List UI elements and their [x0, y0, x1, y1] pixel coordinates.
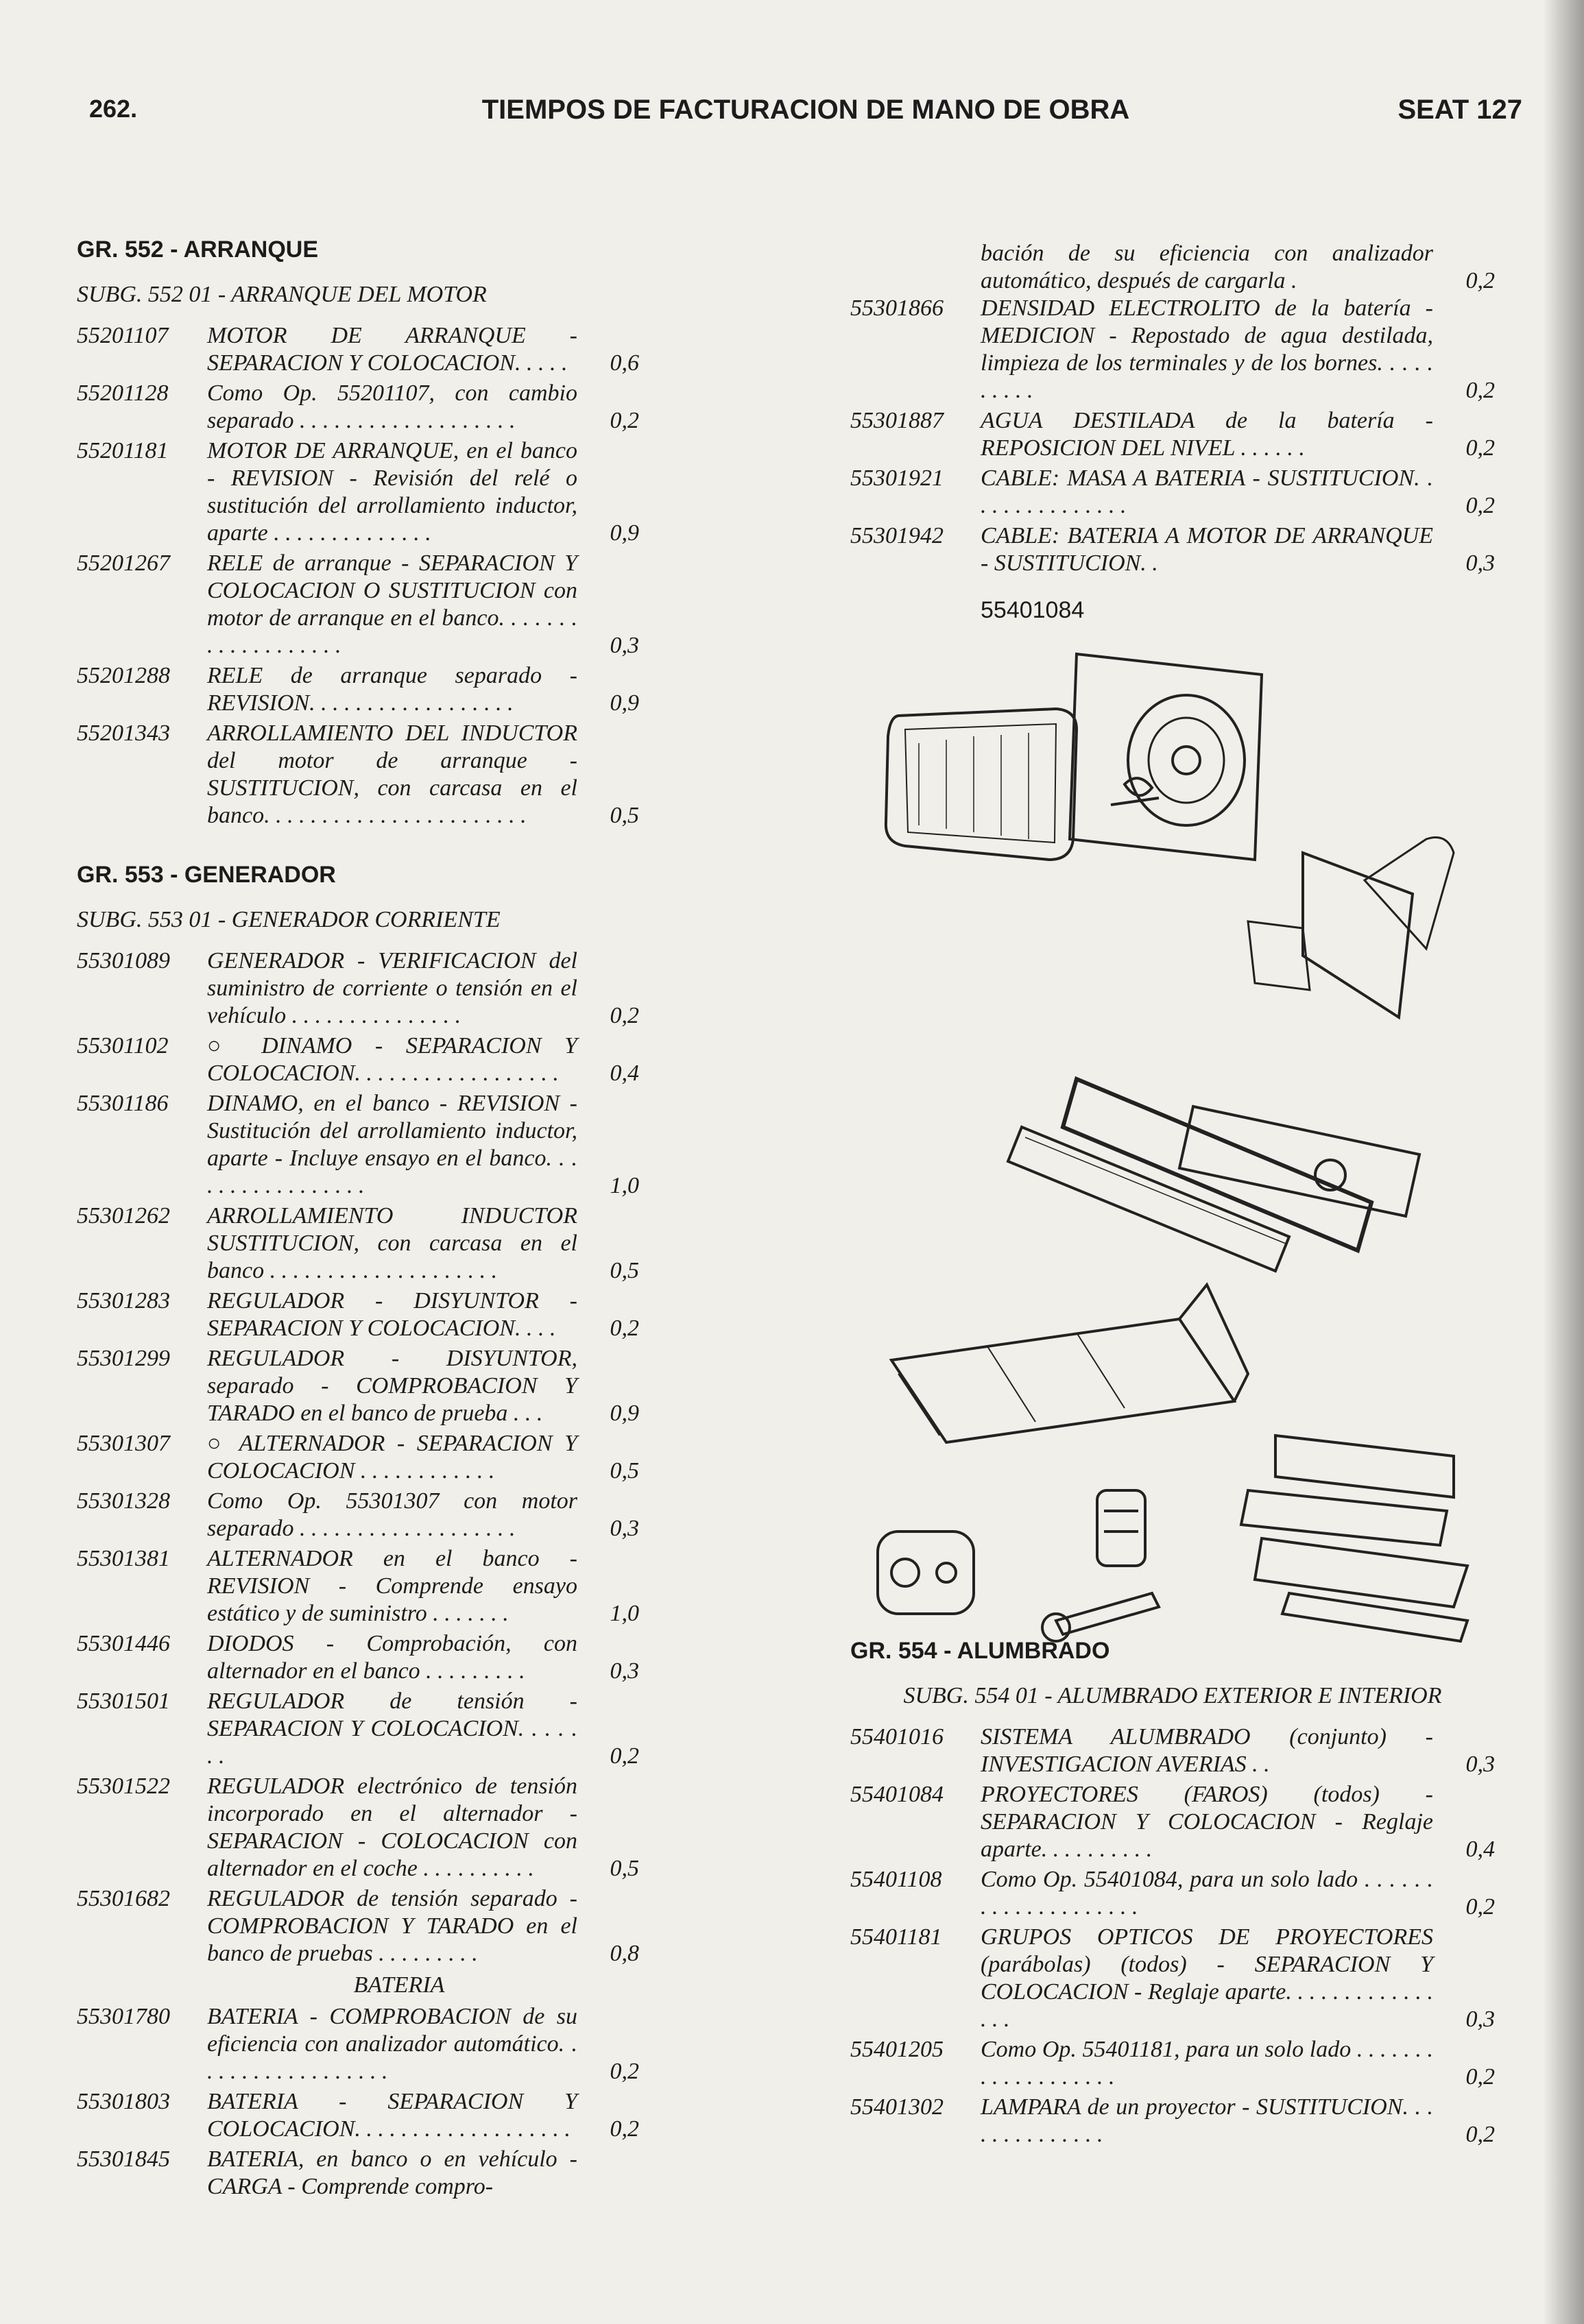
entry-time: 0,8 — [610, 1941, 639, 1966]
entry-time: 1,0 — [610, 1601, 639, 1626]
entry-row — [850, 1781, 1495, 1863]
entry-time: 0,2 — [1465, 268, 1495, 293]
entry-description: RELE de arranque - SEPARACION Y COLOCACION O SUSTITUCION con motor de arranque en el banco. . . . . . . . . . . . . . . . . . . — [207, 550, 577, 658]
entry-row — [77, 1688, 639, 1770]
left-column — [77, 233, 639, 2203]
entry-description: AGUA DESTILADA de la batería - REPOSICION DEL NIVEL . . . . . . — [981, 408, 1433, 461]
entry-row — [77, 1345, 639, 1427]
page-edge-shadow — [1543, 0, 1584, 2324]
entry-time: 0,9 — [610, 690, 639, 716]
entry-code: 55301102 — [77, 1033, 169, 1058]
entry-code: 55201343 — [77, 721, 170, 746]
entry-row — [850, 522, 1495, 577]
entry-time: 0,2 — [1465, 1894, 1495, 1920]
page-number-left: 262. — [89, 95, 138, 123]
entry-description: SISTEMA ALUMBRADO (conjunto) - INVESTIGACION AVERIAS . . — [981, 1724, 1433, 1777]
entry-time: 0,3 — [610, 1516, 639, 1541]
entry-row — [850, 1723, 1495, 1778]
bateria-heading: BATERIA — [353, 1972, 445, 1998]
entry-code: 55201107 — [77, 323, 169, 348]
entry-description: BATERIA - SEPARACION Y COLOCACION. . . . . . . . . . . . . . . . . . . — [207, 2089, 577, 2142]
entry-row — [77, 1287, 639, 1342]
entry-row — [77, 720, 639, 830]
entry-code: 55301501 — [77, 1688, 170, 1714]
entry-time: 0,5 — [610, 803, 639, 828]
entry-time: 0,2 — [610, 2116, 639, 2142]
entry-row — [77, 1545, 639, 1627]
entry-row — [77, 947, 639, 1030]
entry-row — [850, 295, 1495, 404]
plate-light-icon — [1241, 1436, 1467, 1641]
entry-code: 55301522 — [77, 1774, 170, 1799]
entry-description: DIODOS - Comprobación, con alternador en el banco . . . . . . . . . — [207, 1631, 577, 1684]
entry-row — [77, 1885, 639, 1968]
entry-code: 55401302 — [850, 2094, 944, 2120]
entry-row — [850, 407, 1495, 462]
entry-code: 55401108 — [850, 1867, 942, 1892]
entry-list-right — [850, 295, 1495, 577]
entry-description: RELE de arranque separado - REVISION. . . . . . . . . . . . . . . . . . — [207, 663, 577, 716]
entry-row — [77, 1630, 639, 1685]
entry-row — [850, 2036, 1495, 2091]
entry-row — [77, 380, 639, 435]
entry-time: 0,2 — [1465, 2064, 1495, 2090]
entry-description: Como Op. 55301307 con motor separado . . . . . . . . . . . . . . . . . . . — [207, 1488, 577, 1541]
entry-code: 55401016 — [850, 1724, 944, 1750]
section-title-gr554: GR. 554 - ALUMBRADO — [850, 1638, 1110, 1664]
entry-row — [77, 322, 639, 377]
entry-row — [77, 1032, 639, 1087]
entry-time: 0,2 — [1465, 2122, 1495, 2147]
entry-time: 0,9 — [610, 1401, 639, 1426]
entry-time: 0,2 — [1465, 493, 1495, 518]
entry-code: 55301186 — [77, 1091, 169, 1116]
entry-time: 0,2 — [610, 1743, 639, 1769]
entry-description: PROYECTORES (FAROS) (todos) - SEPARACION Y COLOCACION - Reglaje aparte. . . . . . . . . . — [981, 1782, 1433, 1862]
entry-time: 0,3 — [610, 1658, 639, 1684]
section-title-gr553: GR. 553 - GENERADOR — [77, 862, 336, 888]
entry-code: 55301381 — [77, 1546, 170, 1571]
entry-description: ALTERNADOR en el banco - REVISION - Comprende ensayo estático y de suministro . . . . . . . — [207, 1546, 577, 1626]
page-title: TIEMPOS DE FACTURACION DE MANO DE OBRA — [481, 95, 1130, 125]
brand-page: SEAT 127 — [1397, 95, 1522, 125]
entry-description: Como Op. 55201107, con cambio separado . . . . . . . . . . . . . . . . . . . — [207, 380, 577, 433]
lighting-parts-drawing — [850, 633, 1495, 1648]
page-header — [89, 95, 1522, 136]
entry-description: DENSIDAD ELECTROLITO de la batería - MEDICION - Repostado de agua destilada, limpieza de los terminales y de los bornes. . . . . . . . . . — [981, 295, 1433, 403]
entry-description: CABLE: MASA A BATERIA - SUSTITUCION. . . . . . . . . . . . . . . — [981, 465, 1433, 518]
entry-description: GRUPOS OPTICOS DE PROYECTORES (parábolas) (todos) - SEPARACION Y COLOCACION - Reglaje aparte. . . . . . . . . . . . . . . . — [981, 1924, 1433, 2032]
entry-code: 55201267 — [77, 550, 170, 576]
tail-lamp-icon — [1008, 1079, 1419, 1271]
entry-code: 55201181 — [77, 438, 169, 463]
entry-time: 0,3 — [1465, 550, 1495, 576]
entry-time: 0,3 — [610, 633, 639, 658]
entry-code: 55401084 — [850, 1782, 944, 1807]
entry-code: 55301283 — [77, 1288, 170, 1314]
entry-description: REGULADOR - DISYUNTOR, separado - COMPROBACION Y TARADO en el banco de prueba . . . — [207, 1346, 577, 1426]
entry-code: 55301262 — [77, 1203, 170, 1228]
entry-time: 0,2 — [1465, 378, 1495, 403]
subgroup-55201: SUBG. 552 01 - ARRANQUE DEL MOTOR — [77, 282, 487, 307]
entry-row — [77, 1773, 639, 1883]
entry-time: 0,3 — [1465, 2007, 1495, 2032]
entry-time: 0,2 — [1465, 435, 1495, 461]
entry-description: DINAMO, en el banco - REVISION - Sustitución del arrollamiento inductor, aparte - Incluye ensayo en el banco. . . . . . . . . . . . . . . . . — [207, 1091, 577, 1198]
entry-description: Como Op. 55401181, para un solo lado . . . . . . . . . . . . . . . . . . . — [981, 2037, 1433, 2090]
entry-time: 0,2 — [610, 1003, 639, 1028]
entry-row — [77, 1488, 639, 1542]
entry-time: 0,5 — [610, 1458, 639, 1484]
entry-list-gr552 — [77, 322, 639, 830]
entry-description: MOTOR DE ARRANQUE - SEPARACION Y COLOCACION. . . . . — [207, 323, 577, 376]
figure-label: 55401084 — [981, 597, 1085, 623]
entry-code: 55301299 — [77, 1346, 170, 1371]
entry-code: 55201128 — [77, 380, 169, 406]
entry-code: 55301887 — [850, 408, 944, 433]
entry-row — [850, 2094, 1495, 2149]
entry-row — [77, 1090, 639, 1200]
entry-description: REGULADOR de tensión - SEPARACION Y COLOCACION. . . . . . . — [207, 1688, 577, 1769]
entry-code: 55301682 — [77, 1886, 170, 1911]
entry-time: 0,4 — [1465, 1837, 1495, 1862]
entry-time: 0,5 — [610, 1856, 639, 1881]
entry-description: BATERIA, en banco o en vehículo - CARGA - Comprende compro- — [207, 2146, 577, 2199]
entry-time: 0,2 — [610, 2059, 639, 2084]
entry-time: 0,2 — [610, 408, 639, 433]
entry-time: 0,3 — [1465, 1752, 1495, 1777]
entry-code: 55301866 — [850, 295, 944, 321]
entry-time: 0,5 — [610, 1258, 639, 1283]
entry-code: 55401205 — [850, 2037, 944, 2062]
entry-code: 55301780 — [77, 2004, 170, 2029]
side-indicator-icon — [1248, 838, 1454, 1018]
entry-description: bación de su eficiencia con analizador automático, después de cargarla . — [981, 241, 1433, 293]
entry-time: 1,0 — [610, 1173, 639, 1198]
headlamp-icon — [886, 709, 1077, 860]
switch-icon — [1042, 1593, 1159, 1641]
entry-code: 55201288 — [77, 663, 170, 688]
entry-description: ARROLLAMIENTO DEL INDUCTOR del motor de arranque - SUSTITUCION, con carcasa en el banco. . . . . . . . . . . . . . . . . . . . . . . — [207, 721, 577, 828]
entry-code: 55301942 — [850, 523, 944, 548]
entry-time: 0,6 — [610, 350, 639, 376]
entry-code: 55301845 — [77, 2146, 170, 2172]
entry-row — [77, 2003, 639, 2085]
entry-row — [850, 1866, 1495, 1921]
entry-row — [77, 437, 639, 547]
rear-cluster-icon — [891, 1285, 1248, 1442]
entry-description: REGULADOR de tensión separado - COMPROBACION Y TARADO en el banco de pruebas . . . . . . . . . — [207, 1886, 577, 1966]
entry-list-bateria — [77, 2003, 639, 2201]
entry-description: ○ ALTERNADOR - SEPARACION Y COLOCACION . . . . . . . . . . . . — [207, 1431, 577, 1484]
entry-row — [850, 1924, 1495, 2033]
entry-continuation — [850, 240, 1495, 295]
entry-code: 55301803 — [77, 2089, 170, 2114]
entry-list-gr553 — [77, 947, 639, 1968]
connector-icon — [878, 1532, 974, 1614]
entry-description: MOTOR DE ARRANQUE, en el banco - REVISION - Revisión del relé o sustitución del arrollamiento inductor, aparte . . . . . . . . . . . . . . — [207, 438, 577, 546]
entry-time: 0,2 — [610, 1316, 639, 1341]
entry-code: 55301446 — [77, 1631, 170, 1656]
entry-time: 0,4 — [610, 1061, 639, 1086]
entry-description: ○ DINAMO - SEPARACION Y COLOCACION. . . . . . . . . . . . . . . . . . — [207, 1033, 577, 1086]
bulb-holder-icon — [1097, 1490, 1145, 1566]
entry-description: BATERIA - COMPROBACION de su eficiencia con analizador automático. . . . . . . . . . . . . . . . . . — [207, 2004, 577, 2084]
entry-description: Como Op. 55401084, para un solo lado . . . . . . . . . . . . . . . . . . . . — [981, 1867, 1433, 1920]
entry-description: REGULADOR - DISYUNTOR - SEPARACION Y COLOCACION. . . . — [207, 1288, 577, 1341]
entry-description: ARROLLAMIENTO INDUCTOR SUSTITUCION, con carcasa en el banco . . . . . . . . . . . . . . . . . . . . — [207, 1203, 577, 1283]
subgroup-55401: SUBG. 554 01 - ALUMBRADO EXTERIOR E INTERIOR — [903, 1683, 1442, 1708]
entry-code: 55301089 — [77, 948, 170, 973]
entry-row — [77, 1202, 639, 1285]
entry-description: REGULADOR electrónico de tensión incorporado en el alternador - SEPARACION - COLOCACION con alternador en el coche . . . . . . . . . . — [207, 1774, 577, 1881]
entry-code: 55401181 — [850, 1924, 942, 1950]
subgroup-55301: SUBG. 553 01 - GENERADOR CORRIENTE — [77, 907, 501, 932]
entry-row — [850, 465, 1495, 520]
entry-code: 55301328 — [77, 1488, 170, 1514]
entry-row — [77, 1430, 639, 1485]
section-title-gr552: GR. 552 - ARRANQUE — [77, 237, 319, 263]
entry-row — [77, 662, 639, 717]
entry-row — [77, 2146, 639, 2201]
entry-description: CABLE: BATERIA A MOTOR DE ARRANQUE - SUSTITUCION. . — [981, 523, 1433, 576]
entry-description: GENERADOR - VERIFICACION del suministro de corriente o tensión en el vehículo . . . . . . . . . . . . . . . — [207, 948, 577, 1028]
entry-row — [77, 550, 639, 659]
entry-list-gr554 — [850, 1723, 1495, 2149]
entry-code: 55301921 — [850, 465, 944, 491]
entry-code: 55301307 — [77, 1431, 170, 1456]
entry-description: LAMPARA de un proyector - SUSTITUCION. . . . . . . . . . . . . . — [981, 2094, 1433, 2147]
lighting-parts-figure — [850, 633, 1495, 1648]
right-column — [850, 240, 1495, 2151]
reflector-bulb-icon — [1070, 654, 1262, 860]
entry-row — [77, 2088, 639, 2143]
entry-time: 0,9 — [610, 520, 639, 546]
